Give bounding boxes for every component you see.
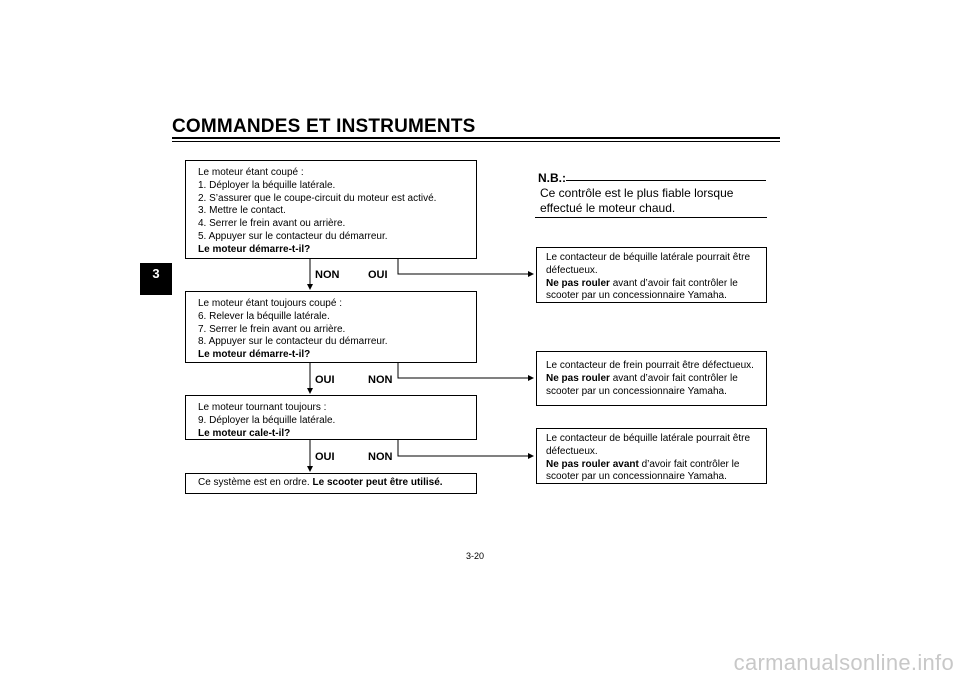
result2-box — [536, 351, 767, 406]
result1-box — [536, 247, 767, 303]
result3-rest: d’avoir fait contrôler le — [638, 458, 740, 470]
step3-line: Le moteur tournant toujours : — [198, 402, 327, 413]
final-line — [198, 477, 468, 490]
arrow-step3-to-result3 — [398, 440, 533, 456]
result1-advice — [546, 278, 760, 291]
step1-line: 4. Serrer le frein avant ou arrière. — [198, 218, 346, 230]
step1-question: Le moteur démarre-t-il? — [198, 243, 311, 255]
final-conclusion: Le scooter peut être utilisé. — [312, 477, 443, 488]
result1-warning: Ne pas rouler — [546, 277, 610, 289]
label-step3-no: NON — [368, 451, 393, 463]
step1-line: Le moteur étant coupé : — [198, 167, 304, 178]
result3-last: scooter par un concessionnaire Yamaha. — [546, 471, 727, 483]
result3-advice — [546, 459, 760, 472]
arrow-step1-to-result1 — [398, 259, 533, 274]
step3-question: Le moteur cale-t-il? — [198, 427, 291, 439]
step1-line: 1. Déployer la béquille latérale. — [198, 179, 336, 191]
arrow-step2-to-result2 — [398, 363, 533, 378]
label-step1-yes: OUI — [368, 269, 388, 281]
result2-rest: avant d’avoir fait contrôler le — [609, 372, 738, 384]
step2-line: 7. Serrer le frein avant ou arrière. — [198, 323, 346, 335]
step2-line: 6. Relever la béquille latérale. — [198, 310, 330, 322]
step2-question: Le moteur démarre-t-il? — [198, 349, 311, 361]
note-heading: N.B.: — [538, 171, 566, 185]
result2-line: Le contacteur de frein pourrait être défectueux. — [546, 360, 754, 371]
result1-line: défectueux. — [546, 264, 598, 276]
page-number: 3-20 — [466, 551, 485, 561]
result2-advice — [546, 373, 760, 386]
label-step3-yes: OUI — [315, 451, 335, 463]
step1-line: 3. Mettre le contact. — [198, 205, 286, 217]
result3-warning: Ne pas rouler avant — [546, 458, 639, 470]
step2-line: Le moteur étant toujours coupé : — [198, 298, 342, 309]
step3-box — [185, 395, 477, 440]
watermark: carmanualsonline.info — [733, 650, 954, 675]
result3-line: défectueux. — [546, 445, 598, 457]
result2-last: scooter par un concessionnaire Yamaha. — [546, 385, 727, 397]
label-step2-yes: OUI — [315, 374, 335, 386]
step1-line: 2. S’assurer que le coupe-circuit du moteur est activé. — [198, 192, 437, 204]
step2-line: 8. Appuyer sur le contacteur du démarreur. — [198, 336, 388, 348]
step2-box — [185, 291, 477, 363]
result1-rest: avant d’avoir fait contrôler le — [609, 277, 738, 289]
final-box — [185, 473, 477, 494]
result1-last: scooter par un concessionnaire Yamaha. — [546, 290, 727, 302]
result3-box — [536, 428, 767, 484]
note-rule-top — [566, 180, 766, 181]
label-step1-no: NON — [315, 269, 340, 281]
label-step2-no: NON — [368, 374, 393, 386]
step3-line: 9. Déployer la béquille latérale. — [198, 414, 336, 426]
step1-box — [185, 160, 477, 259]
step1-line: 5. Appuyer sur le contacteur du démarreur. — [198, 230, 388, 242]
page-title: COMMANDES ET INSTRUMENTS — [172, 116, 476, 137]
result2-warning: Ne pas rouler — [546, 372, 610, 384]
chapter-tab: 3 — [140, 263, 172, 295]
note-text: Ce contrôle est le plus fiable lorsque effectué le moteur chaud. — [540, 186, 734, 215]
note-rule-bottom — [535, 217, 767, 218]
final-text: Ce système est en ordre. — [198, 477, 313, 488]
result3-line: Le contacteur de béquille latérale pourrait être — [546, 433, 751, 444]
result1-line: Le contacteur de béquille latérale pourrait être — [546, 252, 751, 263]
